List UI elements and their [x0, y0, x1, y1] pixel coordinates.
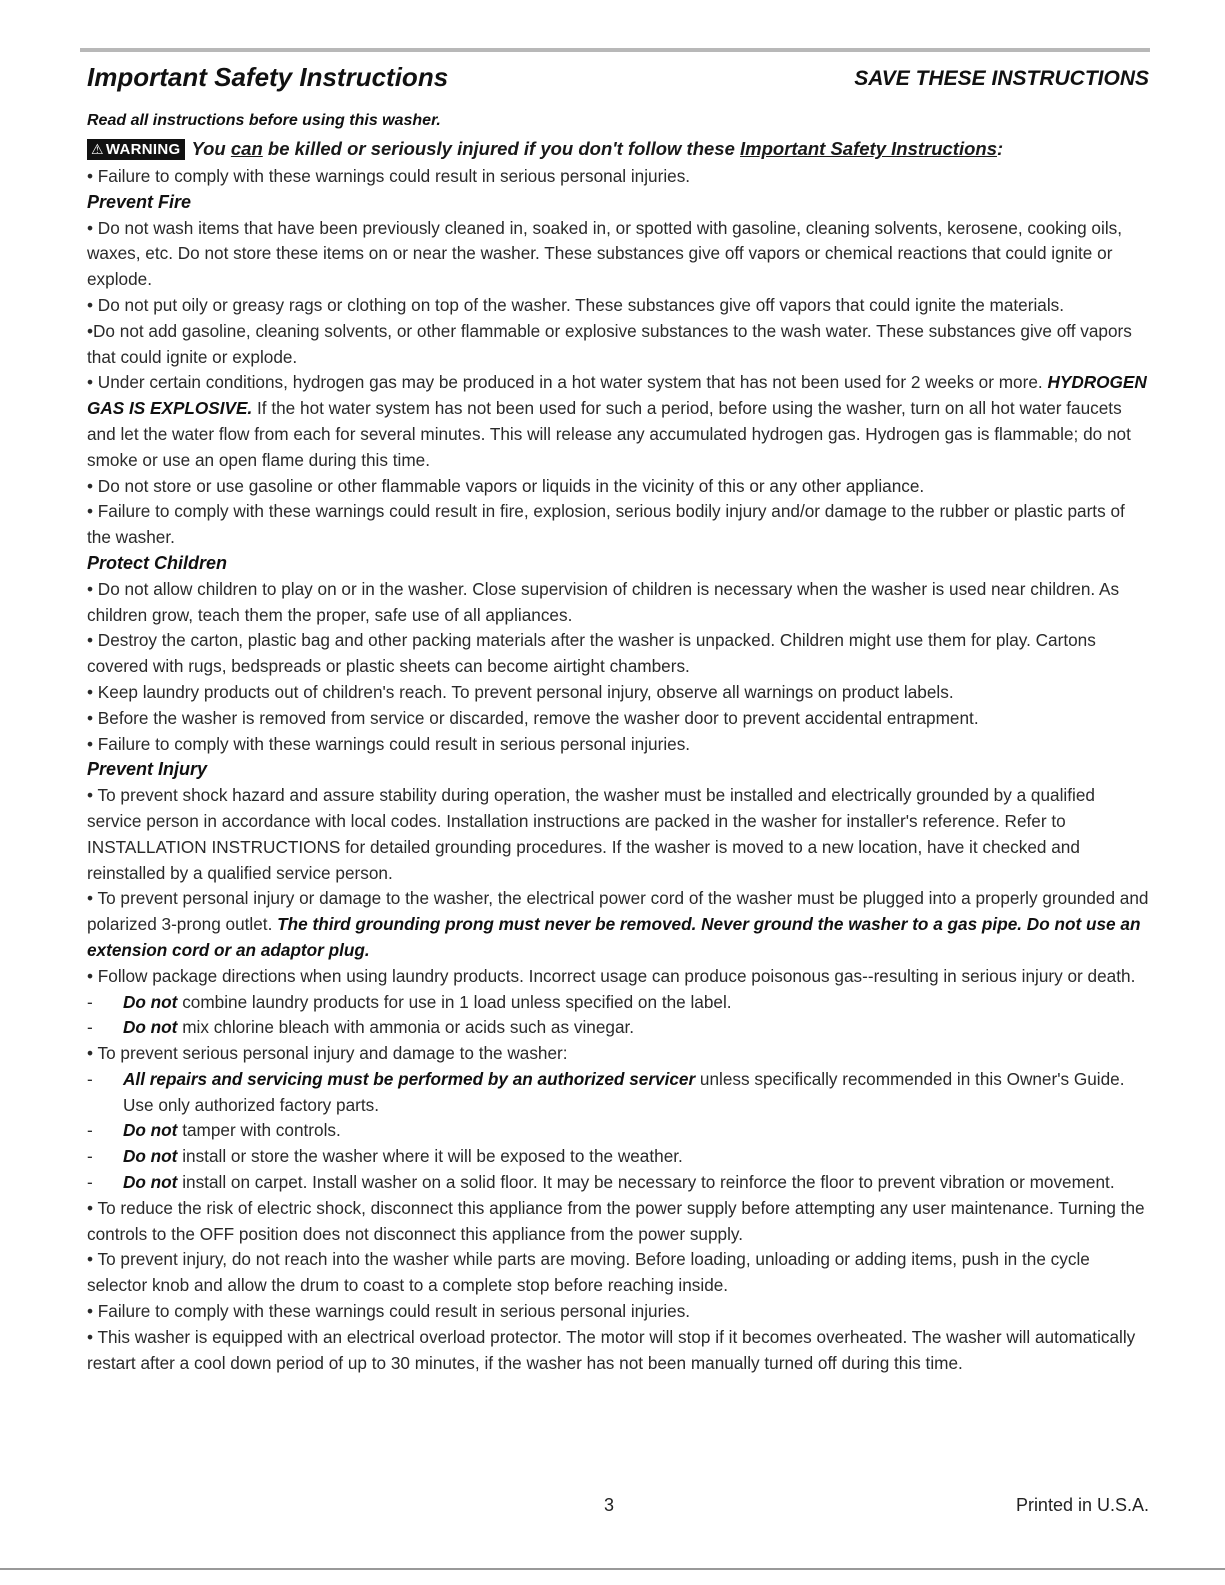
injury-paragraph-3: • Follow package directions when using laundry products. Incorrect usage can produce poisonous gas--resulting in serious injury or death. — [87, 965, 1136, 986]
warning-text-mid: be killed or seriously injured if you don't follow these — [262, 138, 741, 159]
dash-item-3: - All repairs and servicing must be performed by an authorized servicer unless specifically recommended in this Owner's Guide. Use only authorized factory parts. — [87, 1068, 1125, 1115]
children-paragraph-3: • Keep laundry products out of children's reach. To prevent personal injury, observe all warnings on product labels. — [87, 681, 954, 702]
bottom-rule — [0, 1568, 1225, 1570]
injury-p2-bold: The third grounding prong must never be removed. Never ground the washer to a gas pipe. Do not use an extension cord or an adaptor plug. — [87, 914, 1141, 960]
fire-paragraph-2: • Do not put oily or greasy rags or clothing on top of the washer. These substances give off vapors that could ignite the materials. — [87, 294, 1065, 315]
dash-item-3-text: unless specifically recommended in this Owner's Guide. Use only authorized factory parts. — [123, 1068, 1125, 1115]
fire-paragraph-1: • Do not wash items that have been previously cleaned in, soaked in, or spotted with gasoline, cleaning solvents, kerosene, cooking oils, waxes, etc. Do not store these items on or near the washer. These substances give off vapors or chemical reactions that could ignite or explode. — [87, 217, 1123, 290]
top-rule — [80, 48, 1150, 52]
children-paragraph-1: • Do not allow children to play on or in the washer. Close supervision of children is necessary when the washer is used near children. As children grow, teach them the proper, safe use of all appliances. — [87, 578, 1120, 625]
fire-paragraph-5: • Do not store or use gasoline or other flammable vapors or liquids in the vicinity of this or any other appliance. — [87, 475, 925, 496]
injury-paragraph-1: • To prevent shock hazard and assure stability during operation, the washer must be installed and electrically grounded by a qualified service person in accordance with local codes. Installation instructions are packed in the washer for installer's reference. Refer to INSTALLATION INSTRUCTIONS for detailed grounding procedures. If the washer is moved to a new location, have it checked and reinstalled by a qualified service person. — [87, 785, 1095, 883]
dash-item-6-bold: Do not — [123, 1172, 178, 1193]
injury-paragraph-2 — [87, 886, 1149, 963]
warning-line — [87, 138, 1157, 160]
children-paragraph-5: • Failure to comply with these warnings could result in serious personal injuries. — [87, 733, 691, 754]
dash-item-6-text: install on carpet. Install washer on a solid floor. It may be necessary to reinforce the floor to prevent vibration or movement. — [177, 1172, 1115, 1193]
dash-item-1-bold: Do not — [123, 991, 178, 1012]
dash-item-4-text: tamper with controls. — [177, 1120, 341, 1141]
instructions-body — [87, 164, 1149, 1376]
fire-p4-post: If the hot water system has not been used for such a period, before using the washer, turn on all hot water faucets and let the water flow from each for several minutes. This will release any accumulated hydrogen gas. Hydrogen gas is flammable; do not smoke or use an open flame during this time. — [87, 398, 1131, 470]
injury-p2-pre: • To prevent personal injury or damage to the washer, the electrical power cord of the washer must be plugged into a properly grounded and polarized 3-prong outlet. — [87, 888, 1149, 935]
warning-badge — [87, 139, 185, 160]
dash-item-4-bold: Do not — [123, 1120, 178, 1141]
dash-item-2-bold: Do not — [123, 1017, 178, 1038]
fire-paragraph-4 — [87, 370, 1149, 473]
dash-item-6: - Do not install on carpet. Install washer on a solid floor. It may be necessary to reinforce the floor to prevent vibration or movement. — [87, 1172, 1115, 1193]
dash-item-5-bold: Do not — [123, 1146, 178, 1167]
warning-text-can: can — [230, 138, 263, 159]
save-instructions-heading: SAVE THESE INSTRUCTIONS — [854, 67, 1149, 90]
section-heading-prevent-injury: Prevent Injury — [87, 759, 208, 780]
page-number: 3 — [604, 1495, 615, 1515]
children-paragraph-4: • Before the washer is removed from service or discarded, remove the washer door to prevent accidental entrapment. — [87, 707, 979, 728]
section-heading-protect-children: Protect Children — [87, 552, 228, 573]
dash-item-2-text: mix chlorine bleach with ammonia or acids such as vinegar. — [177, 1017, 635, 1038]
fire-p4-pre: • Under certain conditions, hydrogen gas may be produced in a hot water system that has not been used for 2 weeks or more. — [87, 372, 1048, 393]
dash-item-5: - Do not install or store the washer where it will be exposed to the weather. — [87, 1146, 683, 1167]
dash-item-1: - Do not combine laundry products for use in 1 load unless specified on the label. — [87, 991, 732, 1012]
dash-item-4: - Do not tamper with controls. — [87, 1120, 341, 1141]
read-all-notice: Read all instructions before using this washer. — [87, 112, 441, 129]
dash-item-2: - Do not mix chlorine bleach with ammonia or acids such as vinegar. — [87, 1017, 635, 1038]
dash-item-3-bold: All repairs and servicing must be performed by an authorized servicer — [123, 1068, 696, 1089]
injury-paragraph-4: • To prevent serious personal injury and damage to the washer: — [87, 1043, 568, 1064]
fire-p4-bold: HYDROGEN GAS IS EXPLOSIVE. — [87, 372, 1147, 419]
children-paragraph-2: • Destroy the carton, plastic bag and other packing materials after the washer is unpacked. Children might use them for play. Cartons covered with rugs, bedspreads or plastic sheets can become airtight chambers. — [87, 630, 1096, 677]
injury-paragraph-6: • To prevent injury, do not reach into the washer while parts are moving. Before loading, unloading or adding items, push in the cycle selector knob and allow the drum to coast to a complete stop before reaching inside. — [87, 1249, 1090, 1296]
section-heading-prevent-fire: Prevent Fire — [87, 191, 192, 212]
page-header — [87, 62, 1149, 98]
intro-paragraph: • Failure to comply with these warnings could result in serious personal injuries. — [87, 166, 691, 186]
fire-paragraph-3: •Do not add gasoline, cleaning solvents, or other flammable or explosive substances to the wash water. These substances give off vapors that could ignite or explode. — [87, 320, 1132, 367]
page-title: Important Safety Instructions — [87, 62, 449, 92]
fire-paragraph-6: • Failure to comply with these warnings could result in fire, explosion, serious bodily injury and/or damage to the rubber or plastic parts of the washer. — [87, 501, 1125, 548]
injury-paragraph-7: • Failure to comply with these warnings could result in serious personal injuries. — [87, 1301, 691, 1322]
warning-text-link: Important Safety Instructions — [740, 138, 997, 159]
warning-badge-label: WARNING — [105, 141, 181, 158]
warning-triangle-icon: ⚠ — [91, 141, 104, 157]
warning-text-pre: You — [191, 138, 231, 159]
injury-paragraph-8: • This washer is equipped with an electrical overload protector. The motor will stop if it becomes overheated. The washer will automatically restart after a cool down period of up to 30 minutes, if the washer has not been manually turned off during this time. — [87, 1326, 1136, 1373]
dash-item-1-text: combine laundry products for use in 1 load unless specified on the label. — [177, 991, 732, 1012]
printed-in-note: Printed in U.S.A. — [1015, 1495, 1149, 1515]
injury-paragraph-5: • To reduce the risk of electric shock, disconnect this appliance from the power supply before attempting any user maintenance. Turning the controls to the OFF position does not disconnect this appliance from the power supply. — [87, 1197, 1145, 1244]
dash-item-5-text: install or store the washer where it will be exposed to the weather. — [177, 1146, 683, 1167]
warning-text-colon: : — [997, 138, 1004, 159]
